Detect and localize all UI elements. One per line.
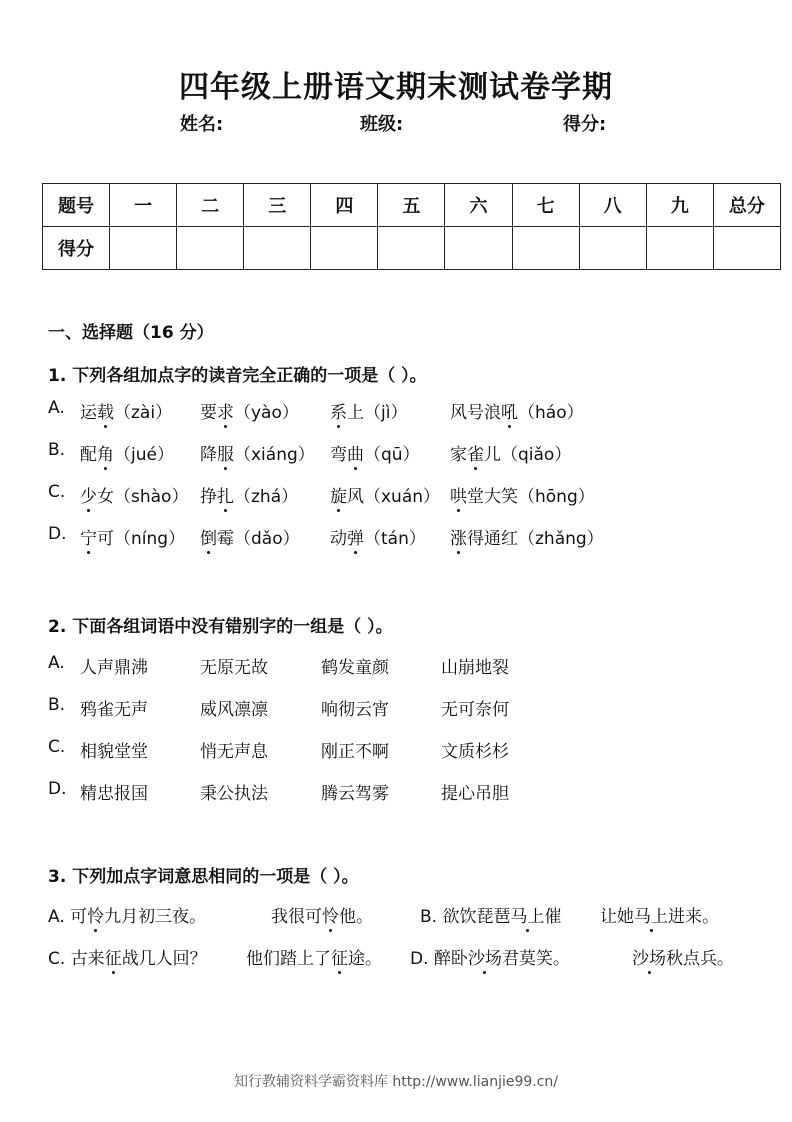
dotted-char: 系 <box>330 398 347 423</box>
option-text: （xiáng） <box>234 445 315 465</box>
option-text: 他。 <box>339 907 373 927</box>
option-item: 鸦雀无声 <box>80 700 148 720</box>
option-item <box>632 944 734 969</box>
dotted-char: 涨 <box>450 524 467 549</box>
option-item <box>450 524 604 549</box>
option-item <box>420 902 561 927</box>
option-text: 我很可 <box>271 907 322 927</box>
option-letter: D. <box>48 779 67 799</box>
dotted-char: 曲 <box>347 440 364 465</box>
table-header-cell: 六 <box>445 184 512 227</box>
option-item: 威风凛凛 <box>200 700 268 720</box>
option-text: 动 <box>330 529 347 549</box>
option-item <box>80 440 174 465</box>
option-text: 降 <box>200 445 217 465</box>
table-header-cell: 题号 <box>43 184 110 227</box>
option-letter: B. <box>48 695 66 715</box>
option-text: 得通红（zhǎng） <box>467 529 604 549</box>
option-letter: C. <box>48 737 66 757</box>
table-header-cell: 二 <box>177 184 244 227</box>
option-text: （qū） <box>364 445 420 465</box>
option-text: 催 <box>544 907 562 927</box>
option-text: 挣 <box>200 487 217 507</box>
option-letter: B. <box>48 440 66 460</box>
option-text: 女（shào） <box>97 487 189 507</box>
option-text: 秋点兵。 <box>666 949 734 969</box>
option-text: （zài） <box>114 403 173 423</box>
option-letter: D. <box>48 524 67 544</box>
dotted-char: 怜 <box>322 902 339 927</box>
option-text: 上（jì） <box>347 403 408 423</box>
option-text: 运 <box>80 403 97 423</box>
score-label: 得分: <box>563 114 607 135</box>
name-label: 姓名: <box>180 114 224 135</box>
option-text: 进来。 <box>668 907 719 927</box>
dotted-char: 沙场 <box>632 944 666 969</box>
dotted-char: 马上 <box>510 902 544 927</box>
page-title: 四年级上册语文期末测试卷学期 <box>179 70 613 105</box>
dotted-char: 宁 <box>80 524 97 549</box>
option-letter: A. <box>48 653 65 673</box>
score-input-cell[interactable] <box>311 227 378 270</box>
table-header-cell: 一 <box>110 184 177 227</box>
option-text: A. 可 <box>48 907 88 927</box>
dotted-char: 弹 <box>347 524 364 549</box>
option-text: （tán） <box>364 529 426 549</box>
option-letter: A. <box>48 398 65 418</box>
option-text: 让她 <box>600 907 634 927</box>
score-input-cell[interactable] <box>646 227 713 270</box>
option-text: 弯 <box>330 445 347 465</box>
table-header-cell: 总分 <box>713 184 780 227</box>
dotted-char: 载 <box>97 398 114 423</box>
question-2-stem: 2. 下面各组词语中没有错别字的一组是（ ）。 <box>48 617 393 637</box>
option-text: 要 <box>200 403 217 423</box>
option-text: C. 古来 <box>48 949 105 969</box>
score-input-cell[interactable] <box>445 227 512 270</box>
dotted-char: 旋 <box>330 482 347 507</box>
option-item <box>271 902 373 927</box>
table-header-cell: 七 <box>512 184 579 227</box>
class-label: 班级: <box>360 114 404 135</box>
option-text: （yào） <box>234 403 299 423</box>
option-text: 儿（qiǎo） <box>484 445 572 465</box>
option-text: 可（níng） <box>97 529 186 549</box>
dotted-char: 服 <box>217 440 234 465</box>
dotted-char: 怜 <box>87 902 104 927</box>
option-letter: C. <box>48 482 66 502</box>
option-item: 人声鼎沸 <box>80 658 148 678</box>
option-item <box>450 440 571 465</box>
option-item <box>200 524 300 549</box>
option-item <box>410 944 570 969</box>
dotted-char: 雀 <box>467 440 484 465</box>
dotted-char: 倒 <box>200 524 217 549</box>
option-item <box>330 482 440 507</box>
option-text: 九月初三夜。 <box>104 907 207 927</box>
dotted-char: 征 <box>331 944 348 969</box>
option-text: 他们踏上了 <box>246 949 331 969</box>
dotted-char: 哄 <box>450 482 467 507</box>
option-item: 悄无声息 <box>200 742 268 762</box>
option-item <box>330 398 407 423</box>
option-item <box>200 398 299 423</box>
option-item: 文质杉杉 <box>441 742 509 762</box>
dotted-char: 角 <box>97 440 114 465</box>
option-item: 无可奈何 <box>441 700 509 720</box>
option-text: 家 <box>450 445 467 465</box>
option-item <box>200 440 315 465</box>
option-item: 精忠报国 <box>80 784 148 804</box>
option-item <box>80 398 172 423</box>
dotted-char: 扎 <box>217 482 234 507</box>
option-item <box>200 482 298 507</box>
option-text: 途。 <box>348 949 382 969</box>
option-text: 配 <box>80 445 97 465</box>
section-heading: 一、选择题（16 分） <box>48 323 214 343</box>
option-text: 风（xuán） <box>347 487 441 507</box>
option-item <box>48 902 206 927</box>
option-item <box>450 398 584 423</box>
option-item: 鹤发童颜 <box>321 658 389 678</box>
option-item <box>48 944 207 969</box>
option-item <box>600 902 719 927</box>
dotted-char: 求 <box>217 398 234 423</box>
option-item: 响彻云宵 <box>321 700 389 720</box>
dotted-char: 吼 <box>501 398 518 423</box>
score-input-cell[interactable] <box>378 227 445 270</box>
dotted-char: 少 <box>80 482 97 507</box>
table-header-cell: 四 <box>311 184 378 227</box>
score-input-cell[interactable] <box>512 227 579 270</box>
option-item <box>80 482 188 507</box>
score-row-label: 得分 <box>43 227 110 270</box>
score-input-cell[interactable] <box>110 227 177 270</box>
option-text: （háo） <box>518 403 584 423</box>
option-text: 霉（dǎo） <box>217 529 300 549</box>
option-item <box>80 524 185 549</box>
option-text: 君莫笑。 <box>501 949 570 969</box>
score-table-header-row <box>43 184 781 227</box>
option-item: 无原无故 <box>200 658 268 678</box>
question-1-stem: 1. 下列各组加点字的读音完全正确的一项是（ ）。 <box>48 366 427 386</box>
option-text: 堂大笑（hōng） <box>467 487 595 507</box>
option-text: B. 欲饮琵琶 <box>420 907 511 927</box>
option-item <box>330 440 420 465</box>
option-item: 秉公执法 <box>200 784 268 804</box>
option-text: （zhá） <box>234 487 299 507</box>
score-input-cell[interactable] <box>244 227 311 270</box>
table-header-cell: 五 <box>378 184 445 227</box>
option-item <box>246 944 382 969</box>
option-text: 风号浪 <box>450 403 501 423</box>
option-text: （jué） <box>114 445 174 465</box>
option-item: 山崩地裂 <box>441 658 509 678</box>
option-item: 相貌堂堂 <box>80 742 148 762</box>
dotted-char: 征 <box>105 944 122 969</box>
option-item <box>330 524 426 549</box>
score-table-score-row <box>43 227 781 270</box>
option-item <box>450 482 595 507</box>
table-header-cell: 八 <box>579 184 646 227</box>
footer-source: 知行教辅资料学霸资料库 http://www.lianjie99.cn/ <box>233 1074 559 1090</box>
score-input-cell[interactable] <box>713 227 780 270</box>
table-header-cell: 三 <box>244 184 311 227</box>
table-header-cell: 九 <box>646 184 713 227</box>
option-item: 刚正不啊 <box>321 742 389 762</box>
score-input-cell[interactable] <box>579 227 646 270</box>
score-input-cell[interactable] <box>177 227 244 270</box>
option-text: D. 醉卧 <box>410 949 468 969</box>
option-item: 提心吊胆 <box>441 784 509 804</box>
question-3-stem: 3. 下列加点字词意思相同的一项是（ ）。 <box>48 867 359 887</box>
score-table <box>42 183 781 270</box>
dotted-char: 马上 <box>634 902 668 927</box>
dotted-char: 沙场 <box>468 944 502 969</box>
option-item: 腾云驾雾 <box>321 784 389 804</box>
option-text: 战几人回？ <box>121 949 207 969</box>
